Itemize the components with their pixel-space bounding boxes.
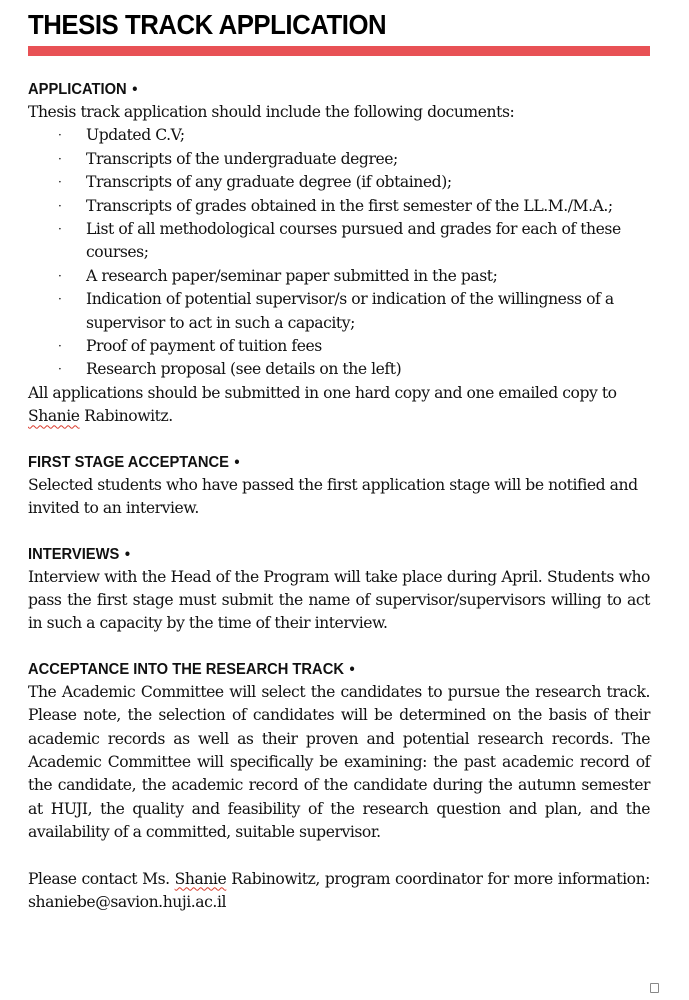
bullet-icon: · — [58, 362, 62, 377]
bullet-icon: · — [58, 175, 62, 190]
interviews-text: Interview with the Head of the Program will take place during April. Students who pass the first stage must submit the name of supervisor/supervisors willing to act in such a capacity by the time of their interview. — [28, 567, 650, 633]
heading-text: FIRST STAGE ACCEPTANCE — [28, 453, 229, 471]
spellcheck-flagged-word[interactable]: Shanie — [174, 869, 227, 888]
section-heading-application — [28, 79, 600, 101]
list-item: · Transcripts of any graduate degree (if obtained); — [28, 171, 650, 194]
application-intro: Thesis track application should include the following documents: — [28, 103, 515, 121]
acceptance-text: The Academic Committee will select the candidates to pursue the research track. Please note, the selection of candidates will be determined on the basis of their academic records as well as their proven and potential research records. The Academic Committee will specifically be examining: the past academic record of the candidate, the academic record of the candidate during the autumn semester at HUJI, the quality and feasibility of the research question and plan, and the availability of a committed, suitable supervisor. — [28, 682, 650, 842]
list-item: · Indication of potential supervisor/s or indication of the willingness of a supervisor to act in such a capacity; — [58, 290, 614, 332]
first-stage-text: Selected students who have passed the first application stage will be notified and invited to an interview. — [28, 475, 638, 518]
heading-text: INTERVIEWS — [28, 545, 120, 563]
heading-bullet-icon: • — [132, 81, 138, 98]
section-spacer — [28, 636, 650, 659]
list-item: · Proof of payment of tuition fees — [28, 335, 650, 358]
bullet-icon: · — [58, 198, 62, 213]
heading-bullet-icon: • — [234, 453, 240, 471]
contact-paragraph: Please contact Ms. Shanie Rabinowitz, program coordinator for more information: shaniebe@savion.huji.ac.il — [28, 869, 650, 911]
bullet-icon: · — [58, 128, 62, 143]
list-item: · List of all methodological courses pursued and grades for each of these courses; — [58, 220, 621, 262]
section-heading-first-stage — [28, 452, 600, 474]
page-title: THESIS TRACK APPLICATION — [28, 9, 387, 40]
document-body — [28, 79, 650, 914]
heading-text: ACCEPTANCE INTO THE RESEARCH TRACK — [28, 660, 344, 678]
section-spacer — [28, 521, 650, 544]
section-heading-interviews — [28, 544, 600, 566]
bullet-icon: · — [58, 268, 62, 283]
list-item: · Transcripts of grades obtained in the first semester of the LL.M./M.A.; — [28, 195, 650, 218]
heading-text: APPLICATION — [28, 81, 127, 98]
heading-bullet-icon: • — [349, 660, 355, 678]
required-documents-list — [28, 124, 650, 381]
heading-bullet-icon: • — [124, 545, 131, 563]
application-outro: All applications should be submitted in one hard copy and one emailed copy to Shanie Rabinowitz. — [28, 383, 617, 426]
bullet-icon: · — [58, 151, 62, 166]
title-underline-rule — [28, 46, 650, 56]
bullet-icon: · — [58, 292, 62, 307]
end-of-cell-mark-icon — [650, 983, 659, 993]
list-item: · Research proposal (see details on the left) — [28, 358, 650, 381]
bullet-icon: · — [58, 339, 62, 354]
section-heading-acceptance — [28, 659, 600, 681]
list-item: · A research paper/seminar paper submitted in the past; — [28, 265, 650, 288]
section-spacer — [28, 429, 650, 452]
section-spacer — [28, 845, 650, 868]
list-item: · Transcripts of the undergraduate degree; — [28, 148, 650, 171]
list-item: · Updated C.V; — [28, 124, 650, 147]
spellcheck-flagged-word[interactable]: Shanie — [28, 407, 80, 426]
contact-email[interactable]: shaniebe@savion.huji.ac.il — [28, 892, 227, 911]
bullet-icon: · — [58, 222, 62, 237]
